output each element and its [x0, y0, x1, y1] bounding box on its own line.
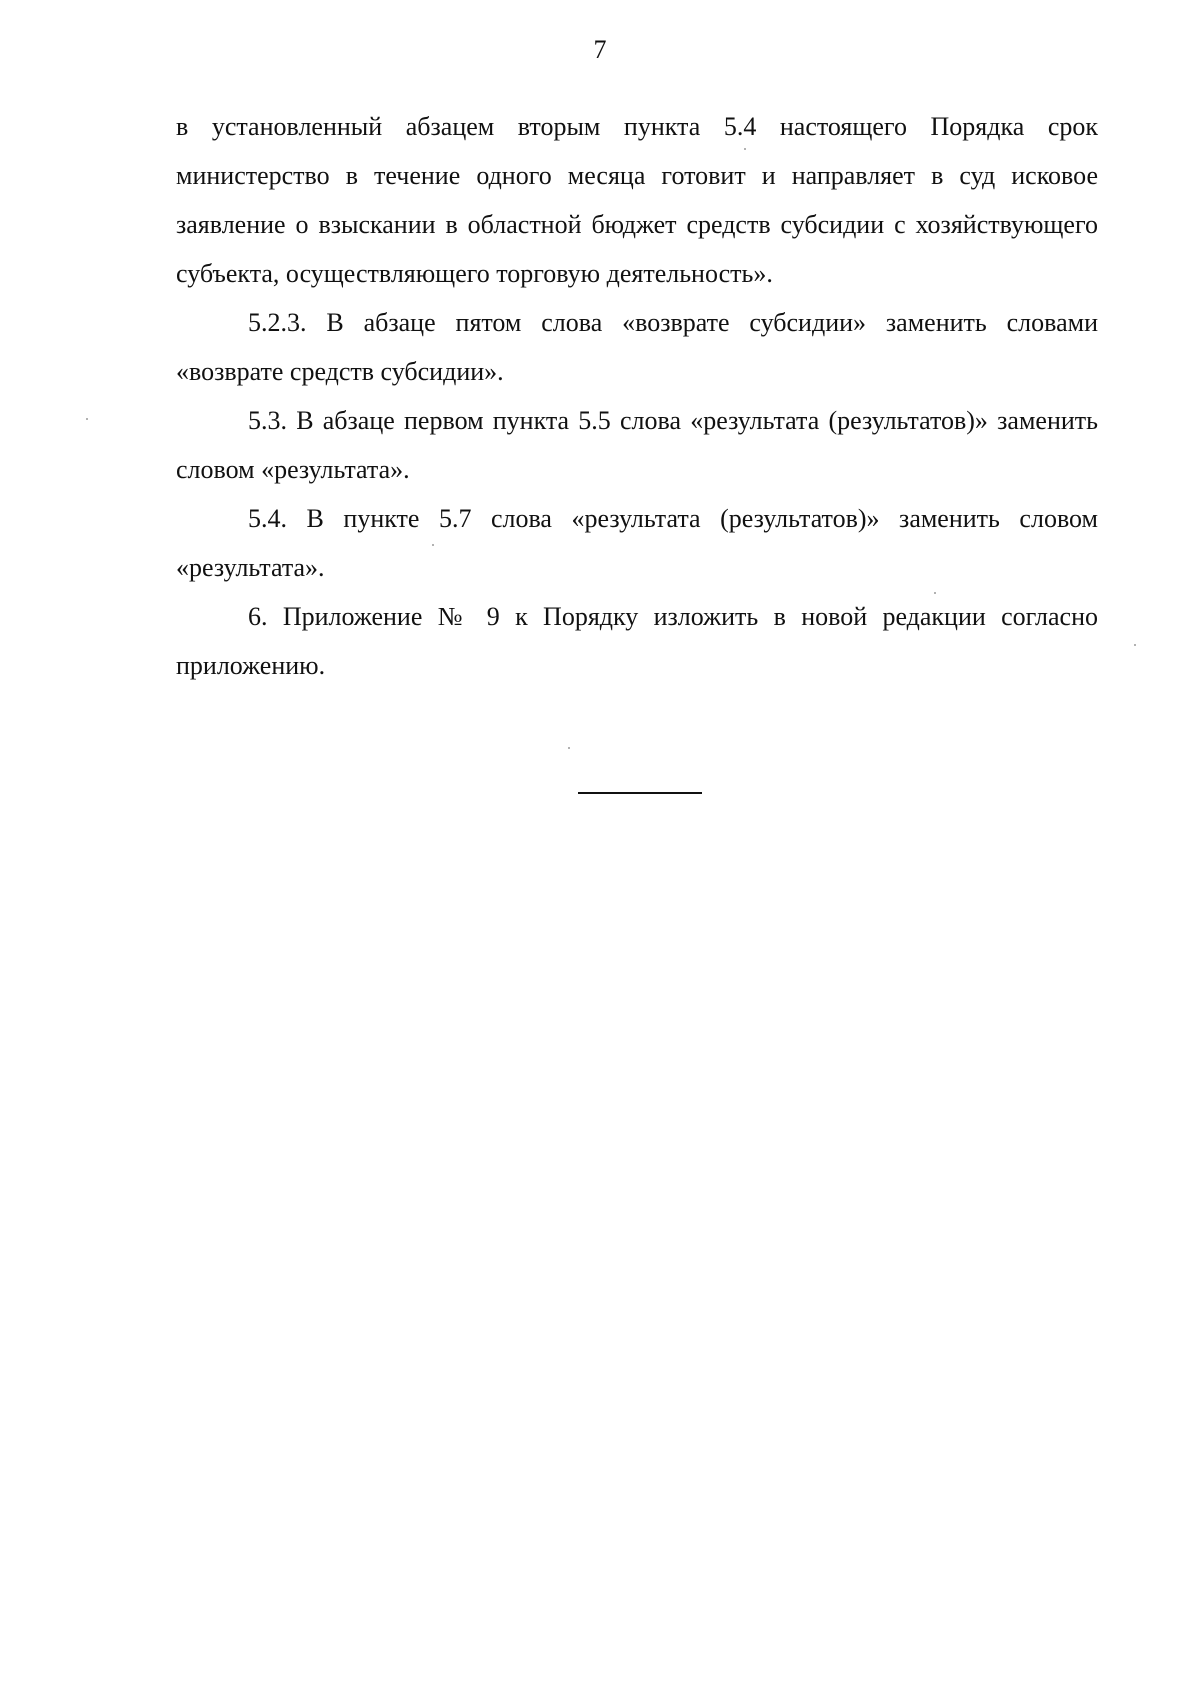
scan-speck [432, 544, 434, 546]
paragraph-continuation: в установленный абзацем вторым пункта 5.4 настоящего Порядка срок министерство в течение одного месяца готовит и направляет в суд исковое заявление о взыскании в областной бюджет средств субсидии с хозяйствующего субъекта, осуществляющего торговую деятельность». [176, 112, 1098, 288]
page-number: 7 [593, 35, 607, 64]
paragraph-5-2-3: 5.2.3. В абзаце пятом слова «возврате субсидии» заменить словами «возврате средств субсидии». [176, 308, 1098, 386]
end-of-text-rule [578, 792, 702, 794]
document-body [176, 102, 1098, 690]
scan-speck [744, 148, 746, 150]
paragraph-5-3: 5.3. В абзаце первом пункта 5.5 слова «результата (результатов)» заменить словом «результата». [176, 406, 1098, 484]
paragraph-5-4: 5.4. В пункте 5.7 слова «результата (результатов)» заменить словом «результата». [176, 504, 1098, 582]
scan-speck [1134, 644, 1136, 646]
scan-speck [934, 592, 936, 594]
paragraph-6: 6. Приложение № 9 к Порядку изложить в новой редакции согласно приложению. [176, 602, 1098, 680]
scan-speck [86, 418, 88, 420]
scan-speck [568, 747, 570, 749]
